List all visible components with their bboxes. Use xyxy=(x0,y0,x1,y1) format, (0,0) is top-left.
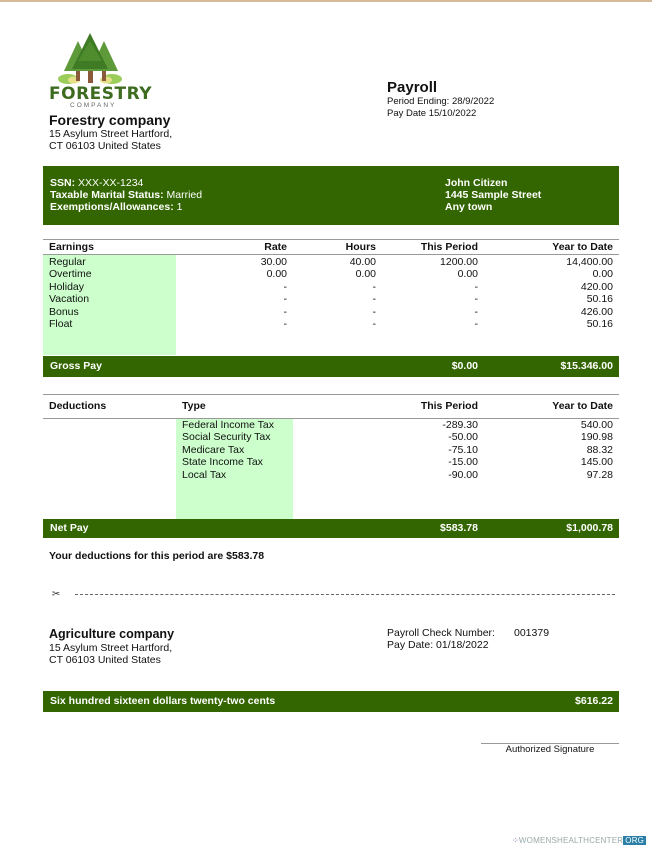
earning-rate: - xyxy=(283,280,287,293)
earning-ytd: 50.16 xyxy=(586,293,613,306)
ytd-header: Year to Date xyxy=(552,241,613,253)
gross-pay-label: Gross Pay xyxy=(50,360,102,372)
earning-hours: - xyxy=(372,305,376,318)
earning-ytd: 50.16 xyxy=(586,318,613,331)
deduction-period: -75.10 xyxy=(448,443,478,456)
deduction-ytd: 97.28 xyxy=(586,468,613,481)
earning-ytd: 426.00 xyxy=(580,305,613,318)
earning-rate: - xyxy=(283,293,287,306)
earning-period: 0.00 xyxy=(457,268,478,281)
this-period-header: This Period xyxy=(420,241,478,253)
earnings-names xyxy=(49,256,92,330)
deduction-type: Local Tax xyxy=(182,468,227,481)
payroll-title: Payroll xyxy=(387,79,438,96)
earning-row-name: Float xyxy=(49,318,73,331)
rate-header: Rate xyxy=(264,241,287,253)
company-name: Forestry company xyxy=(49,112,171,128)
earning-rate: - xyxy=(283,305,287,318)
deduction-ytds xyxy=(500,419,613,481)
net-pay-label: Net Pay xyxy=(50,522,89,534)
top-border xyxy=(0,0,652,2)
earning-ytd: 14,400.00 xyxy=(566,256,613,268)
employee-street: 1445 Sample Street xyxy=(445,189,542,201)
marital-status-label: Taxable Marital Status: xyxy=(50,189,164,201)
check-amount: $616.22 xyxy=(575,695,613,707)
earnings-this-period xyxy=(378,256,478,330)
logo-subtitle: COMPANY xyxy=(70,102,117,109)
earning-period: - xyxy=(474,293,478,306)
deduction-type: Medicare Tax xyxy=(182,443,245,456)
company-address-line2: CT 06103 United States xyxy=(49,140,161,152)
gross-pay-period: $0.00 xyxy=(451,360,478,372)
deduction-ytd: 88.32 xyxy=(586,443,613,456)
deduction-type: State Income Tax xyxy=(182,456,263,469)
deduction-period: -90.00 xyxy=(448,468,478,481)
earnings-header: Earnings xyxy=(49,241,94,253)
deduction-type: Federal Income Tax xyxy=(182,419,275,431)
employee-address xyxy=(445,177,541,213)
deductions-header: Deductions xyxy=(49,400,107,412)
marital-status-value: Married xyxy=(163,189,203,201)
check-pay-date: Pay Date: 01/18/2022 xyxy=(387,639,489,651)
employee-info-band xyxy=(43,166,619,225)
exemptions-value: 1 xyxy=(173,201,183,213)
earning-period: - xyxy=(474,318,478,331)
earning-hours: - xyxy=(372,280,376,293)
earning-period: - xyxy=(474,280,478,293)
gross-pay-band xyxy=(43,356,619,377)
net-pay-period: $583.78 xyxy=(440,522,478,534)
employee-town: Any town xyxy=(445,201,493,213)
period-ending: Period Ending: 28/9/2022 xyxy=(387,96,495,107)
watermark-text: WOMENSHEALTHCENTER xyxy=(518,836,624,845)
watermark xyxy=(512,836,646,845)
exemptions-label: Exemptions/Allowances: xyxy=(50,201,174,213)
earning-hours: - xyxy=(372,318,376,331)
pine-trees-icon xyxy=(48,33,132,85)
pay-date: Pay Date 15/10/2022 xyxy=(387,108,477,119)
deductions-ytd-header: Year to Date xyxy=(552,400,613,412)
deduction-ytd: 190.98 xyxy=(580,431,613,444)
earnings-top-rule xyxy=(43,239,619,240)
net-pay-ytd: $1,000.78 xyxy=(566,522,613,534)
type-header: Type xyxy=(182,400,206,412)
deduction-ytd: 540.00 xyxy=(580,419,613,431)
company-address-line1: 15 Asylum Street Hartford, xyxy=(49,128,173,140)
logo-wordmark: FORESTRY xyxy=(49,84,153,104)
employee-details xyxy=(50,177,202,213)
deductions-this-period-header: This Period xyxy=(420,400,478,412)
scissors-icon: ✂ xyxy=(52,589,61,600)
earnings-rates xyxy=(207,256,287,330)
gross-pay-ytd: $15.346.00 xyxy=(560,360,613,372)
earning-row-name: Holiday xyxy=(49,280,85,293)
deductions-top-rule xyxy=(43,394,619,395)
cut-line xyxy=(75,594,615,595)
earning-rate: 30.00 xyxy=(260,256,287,268)
earning-ytd: 420.00 xyxy=(580,280,613,293)
earning-row-name: Bonus xyxy=(49,305,79,318)
earning-rate: - xyxy=(283,318,287,331)
earning-period: - xyxy=(474,305,478,318)
check-address-line1: 15 Asylum Street Hartford, xyxy=(49,642,173,654)
earnings-hours xyxy=(296,256,376,330)
check-number: 001379 xyxy=(514,627,550,639)
ssn-value: XXX-XX-1234 xyxy=(75,177,144,189)
hours-header: Hours xyxy=(345,241,376,253)
earning-row-name: Vacation xyxy=(49,293,90,306)
dots-icon: ⁘ xyxy=(512,836,519,845)
earning-row-name: Regular xyxy=(49,256,86,268)
check-address-line2: CT 06103 United States xyxy=(49,654,161,666)
amount-in-words: Six hundred sixteen dollars twenty-two cents xyxy=(50,695,276,707)
deduction-type: Social Security Tax xyxy=(182,431,271,444)
earning-period: 1200.00 xyxy=(440,256,478,268)
earning-hours: 0.00 xyxy=(355,268,376,281)
earning-ytd: 0.00 xyxy=(592,268,613,281)
check-company-name: Agriculture company xyxy=(49,627,175,641)
deduction-period: -15.00 xyxy=(448,456,478,469)
signature-label: Authorized Signature xyxy=(505,744,595,755)
employee-name: John Citizen xyxy=(445,177,508,189)
earning-row-name: Overtime xyxy=(49,268,92,281)
earnings-ytd xyxy=(500,256,613,330)
check-amount-band xyxy=(43,691,619,712)
ssn-label: SSN: xyxy=(50,177,76,189)
deduction-periods xyxy=(378,419,478,481)
deduction-period: -289.30 xyxy=(442,419,478,431)
earning-rate: 0.00 xyxy=(266,268,287,281)
net-pay-band xyxy=(43,519,619,538)
deduction-period: -50.00 xyxy=(448,431,478,444)
deduction-summary: Your deductions for this period are $583.78 xyxy=(49,550,265,562)
watermark-tld: ORG xyxy=(625,836,645,845)
deduction-types xyxy=(182,419,274,481)
earning-hours: - xyxy=(372,293,376,306)
deduction-ytd: 145.00 xyxy=(580,456,613,469)
check-number-label: Payroll Check Number: xyxy=(387,627,495,639)
earning-hours: 40.00 xyxy=(349,256,376,268)
